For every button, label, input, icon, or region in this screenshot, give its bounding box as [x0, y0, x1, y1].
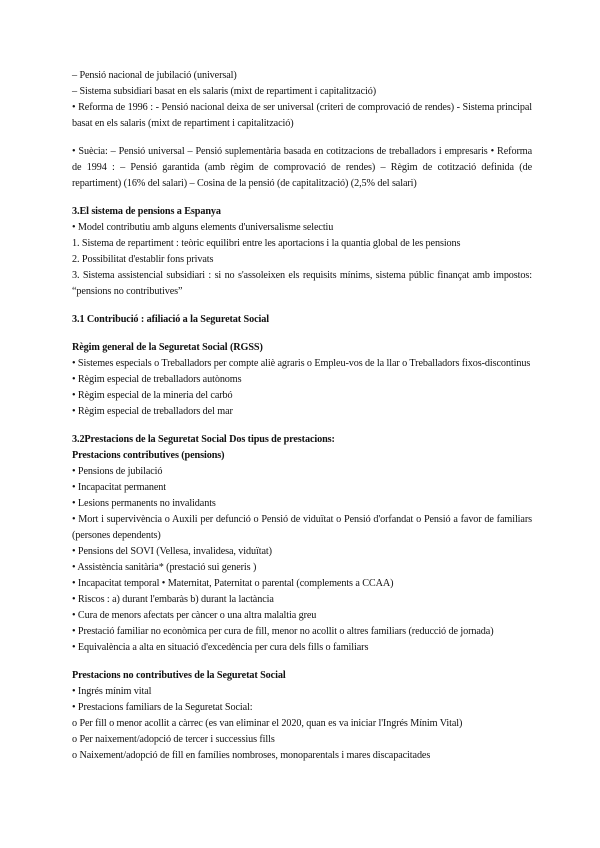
text-paragraph: • Sistemes especials o Treballadors per compte aliè agraris o Empleu-vos de la llar o Treballadors fixos-discontinus: [72, 358, 531, 369]
list-item: • Cura de menors afectats per càncer o una altra malaltia greu: [72, 610, 317, 621]
list-item: • Ingrés mínim vital: [72, 686, 152, 697]
text-paragraph: • Reforma de 1996 : - Pensió nacional deixa de ser universal (criteri de comprovació de rendes) - Sistema principal basat en els salaris (mixt de repartiment i capitalització): [72, 102, 532, 129]
list-item: • Règim especial de la mineria del carbó: [72, 390, 233, 401]
text-paragraph: • Suècia: – Pensió universal – Pensió suplementària basada en cotitzacions de treballadors i empresaris • Reforma de 1994 : – Pensió garantida (amb règim de comprovació de rendes) – Règim de cotització definida (de repartiment) (16% del salari) – Cosina de la pensió (de capitalització) (2,5% del salari): [72, 146, 532, 189]
text-line: 2. Possibilitat d'establir fons privats: [72, 254, 214, 265]
section-heading: 3.1 Contribució : afiliació a la Seguretat Social: [72, 314, 269, 325]
list-item: • Lesions permanents no invalidants: [72, 498, 216, 509]
list-item: • Incapacitat permanent: [72, 482, 167, 493]
subsection-heading: Prestacions no contributives de la Seguretat Social: [72, 670, 286, 681]
section-heading: 3.El sistema de pensions a Espanya: [72, 206, 221, 217]
subsection-heading: Prestacions contributives (pensions): [72, 450, 225, 461]
list-item: • Règim especial de treballadors autònoms: [72, 374, 242, 385]
list-item: o Per fill o menor acollit a càrrec (es van eliminar el 2020, quan es va iniciar l'Ingrés Mínim Vital): [72, 718, 463, 729]
list-item: • Equivalència a alta en situació d'excedència per cura dels fills o familiars: [72, 642, 369, 653]
text-paragraph: 3. Sistema assistencial subsidiari : si no s'assoleixen els requisits mínims, sistema públic finançat amb impostos: “pensions no contributives”: [72, 270, 532, 297]
list-item: o Per naixement/adopció de tercer i successius fills: [72, 734, 275, 745]
list-item: • Règim especial de treballadors del mar: [72, 406, 233, 417]
list-item: • Prestacions familiars de la Seguretat Social:: [72, 702, 253, 713]
list-item: • Pensions del SOVI (Vellesa, invalidesa, viduïtat): [72, 546, 272, 557]
list-item: • Mort i supervivència o Auxili per defunció o Pensió de viduïtat o Pensió d'orfandat o Pensió a favor de familiars (persones dependents): [72, 514, 532, 541]
list-item: • Assistència sanitària* (prestació sui generis ): [72, 562, 257, 573]
text-line: – Pensió nacional de jubilació (universal): [72, 70, 237, 81]
list-item: o Naixement/adopció de fill en famílies nombroses, monoparentals i mares discapacitades: [72, 750, 431, 761]
list-item: • Riscos : a) durant l'embaràs b) durant la lactància: [72, 594, 274, 605]
section-heading: 3.2Prestacions de la Seguretat Social Dos tipus de prestacions:: [72, 434, 335, 445]
list-item: • Pensions de jubilació: [72, 466, 163, 477]
text-line: • Model contributiu amb alguns elements d'universalisme selectiu: [72, 222, 334, 233]
text-line: – Sistema subsidiari basat en els salaris (mixt de repartiment i capitalització): [72, 86, 377, 97]
text-line: 1. Sistema de repartiment : teòric equilibri entre les aportacions i la quantia global de les pensions: [72, 238, 461, 249]
list-item: • Incapacitat temporal • Maternitat, Paternitat o parental (complements a CCAA): [72, 578, 394, 589]
subsection-heading: Règim general de la Seguretat Social (RGSS): [72, 342, 263, 353]
list-item: • Prestació familiar no econòmica per cura de fill, menor no acollit o altres familiars (reducció de jornada): [72, 626, 494, 637]
document-page: [72, 68, 532, 764]
